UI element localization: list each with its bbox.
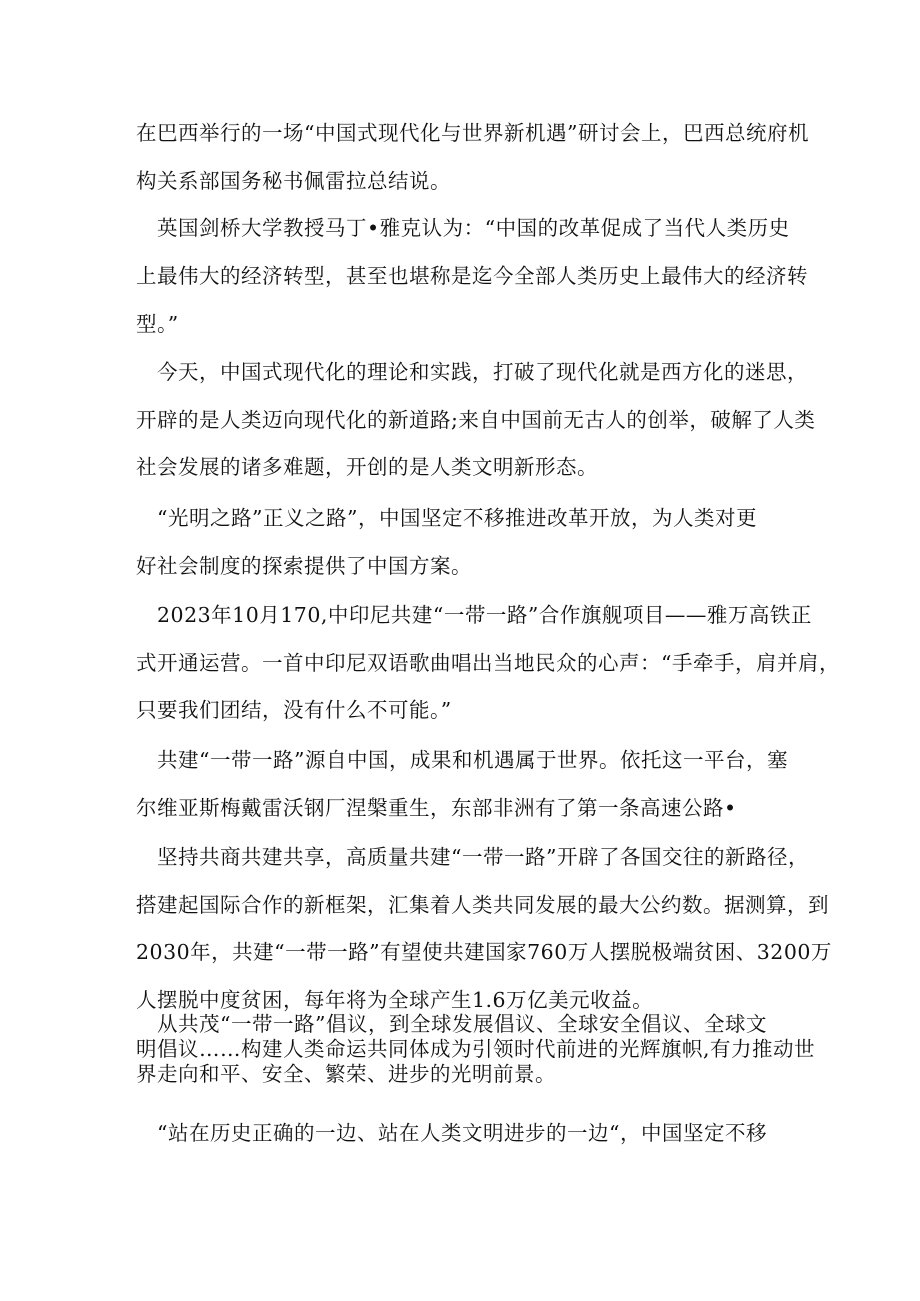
paragraph-line: 在巴西举行的一场“中国式现代化与世界新机遇”研讨会上，巴西总统府机 — [136, 121, 809, 145]
paragraph-line: 上最伟大的经济转型，甚至也堪称是迄今全部人类历史上最伟大的经济转 — [136, 264, 808, 288]
paragraph-line: 界走向和平、安全、繁荣、进步的光明前景。 — [136, 1062, 556, 1086]
paragraph-line: 型。” — [136, 312, 179, 336]
paragraph-high-quality-cooperation — [136, 842, 832, 1032]
paragraph-line: 2023年10月170,中印尼共建“一带一路”合作旗舰项目——雅万高铁正 — [136, 603, 812, 627]
paragraph-line: 人摆脱中度贫困，每年将为全球产生1.6万亿美元收益。 — [136, 987, 654, 1012]
paragraph-line: 英国剑桥大学教授马丁•雅克认为：“中国的改革促成了当代人类历史 — [136, 216, 790, 240]
paragraph-line: 明倡议……构建人类命运共同体成为引领时代前进的光辉旗帜,有力推动世 — [136, 1037, 816, 1061]
paragraph-line: 只要我们团结，没有什么不可能。” — [136, 698, 452, 722]
paragraph-line: “站在历史正确的一边、站在人类文明进步的一边“，中国坚定不移 — [136, 1121, 767, 1145]
paragraph-road-of-light — [136, 503, 788, 599]
paragraph-line: 社会发展的诸多难题，开创的是人类文明新形态。 — [136, 455, 598, 479]
paragraph-jakarta-bandung-railway — [136, 600, 840, 743]
paragraph-line: 2030年，共建“一带一路”有望使共建国家760万人摆脱极端贫困、3200万 — [136, 940, 832, 964]
paragraph-line: 今天，中国式现代化的理论和实践，打破了现代化就是西方化的迷思， — [136, 360, 808, 384]
paragraph-line: “光明之路”正义之路”，中国坚定不移推进改革开放，为人类对更 — [136, 506, 757, 530]
paragraph-line: 坚持共商共建共享，高质量共建“一带一路”开辟了各国交往的新路径， — [136, 845, 809, 869]
paragraph-martin-jacques — [136, 213, 808, 357]
paragraph-line: 好社会制度的探索提供了中国方案。 — [136, 554, 472, 578]
paragraph-line: 搭建起国际合作的新框架，汇集着人类共同发展的最大公约数。据测算，到 — [136, 892, 829, 917]
paragraph-global-initiatives — [136, 1012, 816, 1087]
paragraph-right-side-of-history — [136, 1118, 788, 1166]
paragraph-modernization-theory — [136, 357, 816, 500]
paragraph-line: 尔维亚斯梅戴雷沃钢厂涅槃重生，东部非洲有了第一条高速公路• — [136, 796, 737, 820]
paragraph-brazil-seminar — [136, 118, 809, 214]
paragraph-line: 共建“一带一路”源自中国，成果和机遇属于世界。依托这一平台，塞 — [136, 748, 788, 772]
paragraph-line: 式开通运营。一首中印尼双语歌曲唱出当地民众的心声：“手牵手，肩并肩， — [136, 650, 840, 675]
paragraph-line: 从共茂“一带一路”倡议，到全球发展倡议、全球安全倡议、全球文 — [136, 1012, 767, 1036]
paragraph-belt-and-road-world — [136, 745, 788, 841]
paragraph-line: 开辟的是人类迈向现代化的新道路;来自中国前无古人的创举，破解了人类 — [136, 407, 816, 432]
paragraph-line: 构关系部国务秘书佩雷拉总结说。 — [136, 169, 451, 193]
